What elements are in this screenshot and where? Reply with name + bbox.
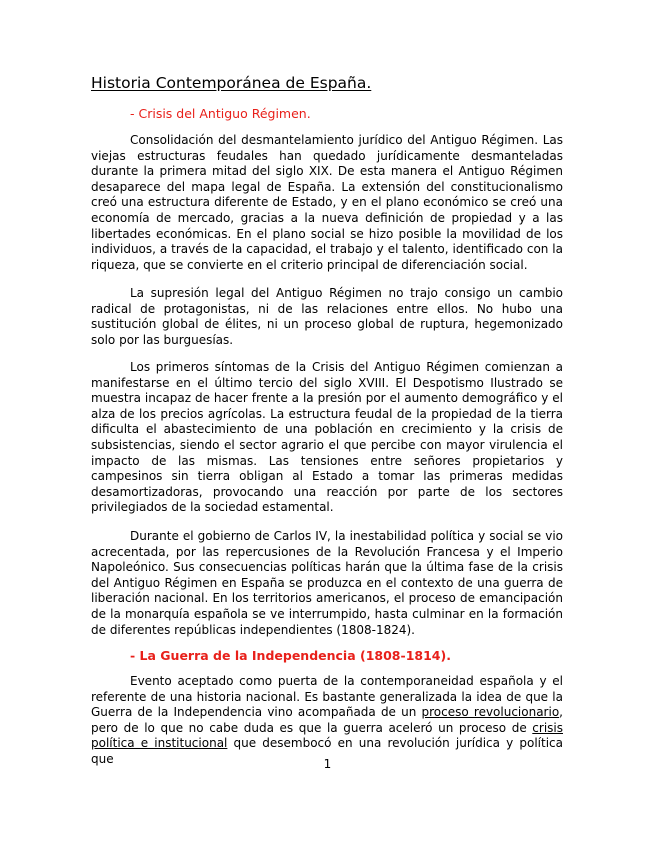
paragraph-2: La supresión legal del Antiguo Régimen no trajo consigo un cambio radical de protagonistas, ni de las relaciones entre ellos. No hubo una sustitución global de élites, ni un proceso global de ruptura, hegemonizado solo por las burguesías. — [91, 286, 563, 347]
paragraph-4: Durante el gobierno de Carlos IV, la inestabilidad política y social se vio acrecentada, por las repercusiones de la Revolución Francesa y el Imperio Napoleónico. Sus consecuencias políticas harán que la última fase de la crisis del Antiguo Régimen en España se produzca en el contexto de una guerra de liberación nacional. En los territorios americanos, el proceso de emancipación de la monarquía española se ve interrumpido, hasta culminar en la formación de diferentes repúblicas independientes (1808-1824). — [91, 529, 563, 637]
paragraph-5-text-b: , pero de lo que no cabe duda es que la guerra aceleró un proceso de — [91, 705, 563, 735]
paragraph-5 — [91, 674, 563, 768]
link-proceso-revolucionario[interactable]: proceso revolucionario — [421, 705, 560, 720]
document-title: Historia Contemporánea de España. — [91, 74, 372, 92]
page-number: 1 — [323, 757, 332, 771]
section-heading-guerra: - La Guerra de la Independencia (1808-1814). — [130, 648, 451, 663]
link-crisis-politica[interactable]: crisis política e institucional — [91, 720, 563, 751]
paragraph-5-text-c: que desembocó en una revolución jurídica y política que — [91, 736, 563, 766]
paragraph-3: Los primeros síntomas de la Crisis del Antiguo Régimen comienzan a manifestarse en el último tercio del siglo XVIII. El Despotismo Ilustrado se muestra incapaz de hacer frente a la presión por el aumento demográfico y el alza de los precios agrícolas. La estructura feudal de la propiedad de la tierra dificulta el abastecimiento de una población en crecimiento y la crisis de subsistencias, siendo el sector agrario el que percibe con mayor virulencia el impacto de las mismas. Las tensiones entre señores propietarios y campesinos sin tierra obligan al Estado a tomar las primeras medidas desamortizadoras, provocando una reacción por parte de los sectores privilegiados de la sociedad estamental. — [91, 360, 563, 515]
paragraph-1: Consolidación del desmantelamiento jurídico del Antiguo Régimen. Las viejas estructuras feudales han quedado jurídicamente desmanteladas durante la primera mitad del siglo XIX. De esta manera el Antiguo Régimen desaparece del mapa legal de España. La extensión del constitucionalismo creó una estructura diferente de Estado, y en el plano económico se creó una economía de mercado, gracias a la nueva definición de propiedad y a las libertades económicas. En el plano social se hizo posible la movilidad de los individuos, a través de la capacidad, el trabajo y el talento, identificado con la riqueza, que se convierte en el criterio principal de diferenciación social. — [91, 133, 563, 272]
section-heading-crisis: - Crisis del Antiguo Régimen. — [130, 106, 311, 121]
paragraph-5-text-a: Evento aceptado como puerta de la contemporaneidad española y el referente de una historia nacional. Es bastante generalizada la idea de que la Guerra de la Independencia vino acompañada de un — [91, 674, 563, 720]
